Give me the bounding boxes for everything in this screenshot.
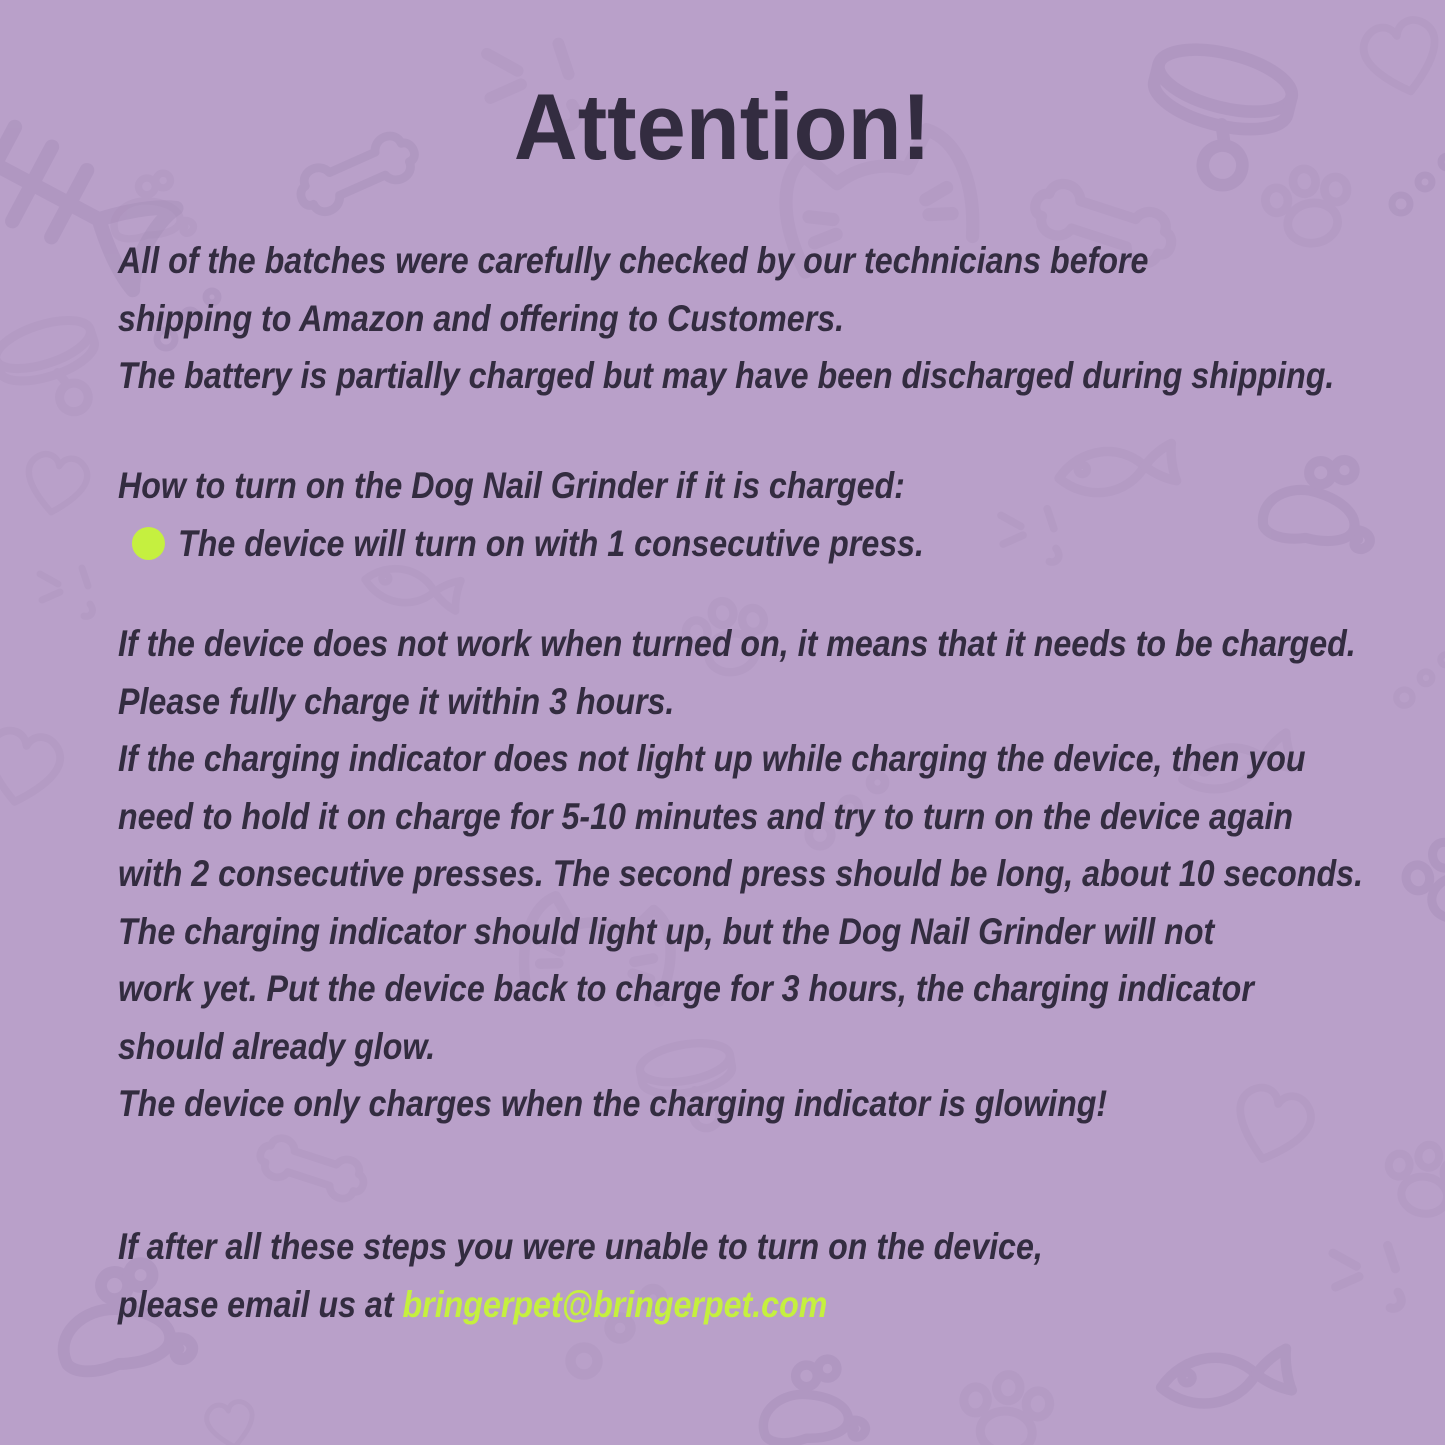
steps-line: Please fully charge it within 3 hours. [118,680,675,722]
steps-line: should already glow. [118,1025,436,1067]
footer-email-line [118,1276,1445,1334]
bullet-text: The device will turn on with 1 consecutive press. [178,522,924,564]
page-title: Attention! [513,74,932,179]
footer-email-prefix: please email us at [118,1283,403,1325]
steps-line: The device only charges when the charging indicator is glowing! [118,1083,1108,1124]
intro-line: shipping to Amazon and offering to Customers. [118,297,845,339]
collar-icon [0,311,113,431]
steps-line: The charging indicator should light up, but the Dog Nail Grinder will not [118,910,1215,952]
spacer [118,1133,1445,1219]
spacer [118,572,1445,615]
mouse-toy-icon [758,1356,866,1445]
footer-line: If after all these steps you were unable to turn on the device, [118,1226,1043,1267]
paw-icon [959,1370,1052,1445]
heart-icon [205,1400,258,1445]
steps-line: If the device does not work when turned on, it means that it needs to be charged. [118,623,1356,664]
heart-icon [0,727,64,810]
sparkle-icon [40,568,92,616]
steps-line: need to hold it on charge for 5-10 minutes and try to turn on the device again [118,795,1294,837]
howto-heading: How to turn on the Dog Nail Grinder if it is charged: [118,465,905,506]
intro-line: The battery is partially charged but may have been discharged during shipping. [118,355,1335,396]
spacer [118,405,1445,458]
fish-icon [1158,1347,1292,1410]
bullet-item [118,515,1445,573]
steps-line: work yet. Put the device back to charge for 3 hours, the charging indicator [118,968,1254,1009]
notice-body [118,232,1445,1333]
steps-line: If the charging indicator does not light up while charging the device, then you [118,738,1306,779]
intro-line: All of the batches were carefully checked by our technicians before [118,240,1149,281]
heart-icon [22,451,90,517]
bullet-dot-icon [132,527,165,560]
support-email: bringerpet@bringerpet.com [402,1283,828,1325]
steps-line: with 2 consecutive presses. The second press should be long, about 10 seconds. [118,853,1364,894]
